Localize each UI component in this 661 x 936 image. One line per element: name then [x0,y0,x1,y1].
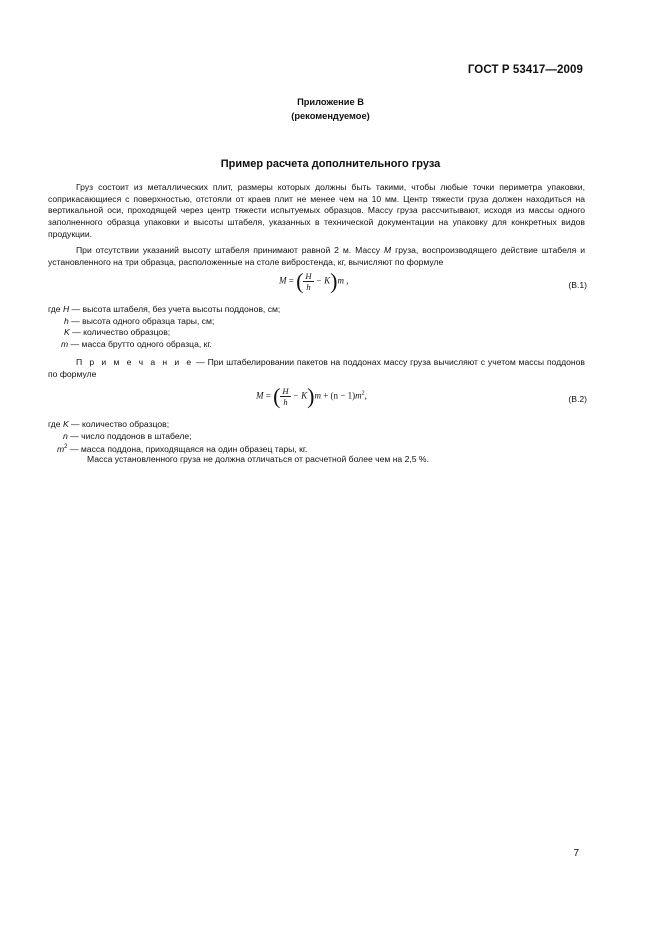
appendix-title: Приложение В [297,97,364,107]
list-item: где K — количество образцов; [48,419,170,429]
list-item: $m^2$ — масса поддона, приходящаяся на один образец тары, кг. [57,444,308,455]
fraction-h-over-h: $\frac{H}{h}$ [282,386,289,407]
document-header: ГОСТ Р 53417—2009 [467,64,583,76]
where-list-2 [48,419,307,456]
list-item: где H — высота штабеля, без учета высоты поддонов, см; [48,304,281,314]
list-item: n — число поддонов в штабеле; [63,430,192,441]
formula-b2-number: (В.2) [568,394,587,404]
formula-b1: M = ( $\frac{H}{h}$ − K)m , [279,268,349,294]
fraction-h-over-h: $\frac{H}{h}$ [305,271,312,292]
list-item: m — масса брутто одного образца, кг. [61,339,212,350]
list-item: h — высота одного образца тары, см; [64,315,215,326]
appendix-heading [0,96,661,123]
note-paragraph: П р и м е ч а н и е — При штабелировании пакетов на поддонах массу груза вычисляют с учетом массы поддонов по формуле [48,357,585,379]
paragraph-1: Груз состоит из металлических плит, размеры которых должны быть такими, чтобы любые точки периметра упаковки, соприкасающиеся с поверхностью, отстояли от краев плит не менее чем на 10 мм. Центр тяжести груза должен находиться на вертикальной оси, проходящей через центр тяжести испытуемых образцов. Массу груза рассчитывают, исходя из массы одного заполненного образца упаковки и высоты штабеля, указанных в технической документации на упаковку для конкретных видов продукции. [48,182,585,239]
formula-b1-number: (В.1) [568,280,587,290]
paragraph-2: При отсутствии указаний высоту штабеля принимают равной 2 м. Массу М груза, воспроизводящего действие штабеля и установленного на три образца, расположенные на столе вибростенда, кг, вычисляют по формуле [48,245,586,267]
appendix-status: (рекомендуемое) [291,110,370,121]
section-title: Пример расчета дополнительного груза [220,158,441,170]
page-number: 7 [573,848,579,859]
final-line: Масса установленного груза не должна отличаться от расчетной более чем на 2,5 %. [87,454,429,464]
formula-b2: M = ( $\frac{H}{h}$ − $K)m + (n - 1)m^2$, [256,383,367,409]
where-list-1 [48,304,280,351]
list-item: K — количество образцов; [64,327,171,338]
